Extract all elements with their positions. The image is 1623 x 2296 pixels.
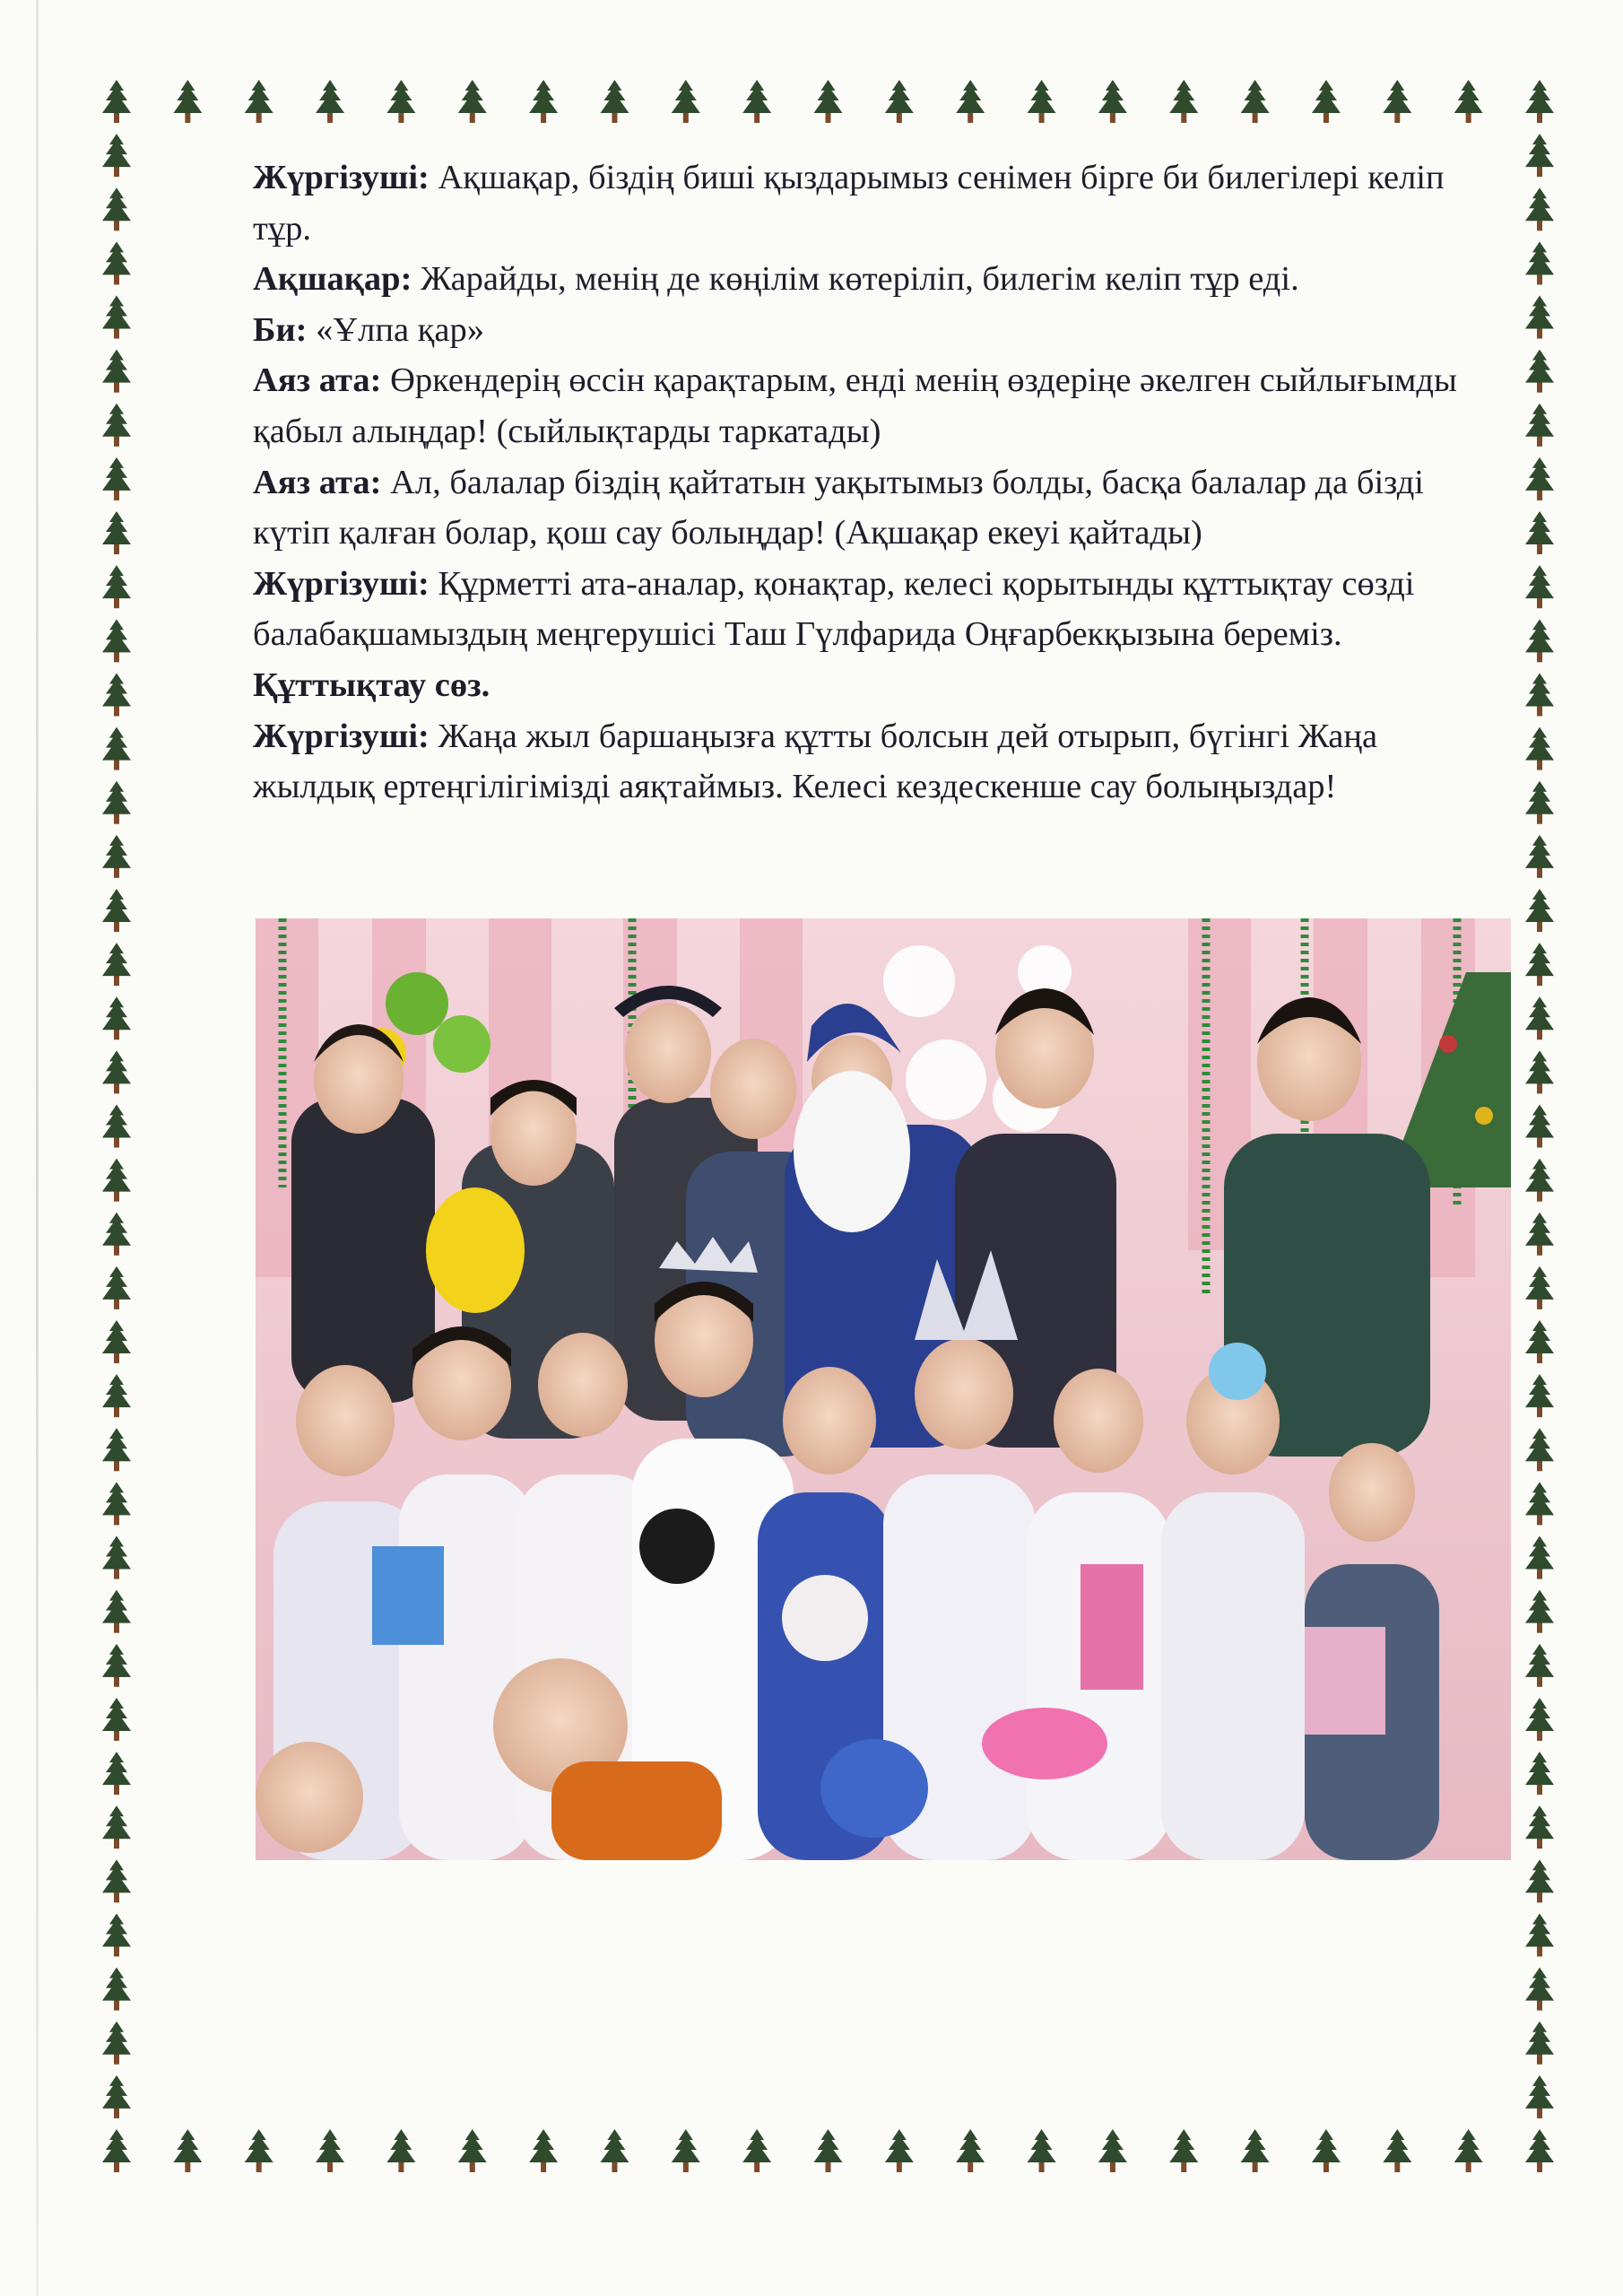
christmas-tree-icon <box>245 80 273 123</box>
christmas-tree-icon <box>600 80 629 123</box>
christmas-tree-icon <box>102 835 131 878</box>
line-text: Өркендерің өссін қарақтарым, енді менің өздеріңе әкелген сыйлығымды қабыл алыңдар! (сыйлықтарды таркатады) <box>253 361 1457 450</box>
speaker-label: Аяз ата: <box>253 463 382 501</box>
christmas-tree-icon <box>102 1536 131 1579</box>
christmas-tree-icon <box>1383 2129 1411 2172</box>
christmas-tree-icon <box>1312 80 1341 123</box>
christmas-tree-icon <box>102 565 131 608</box>
christmas-tree-icon <box>1525 1050 1554 1093</box>
speaker-label: Құттықтау сөз. <box>253 665 490 704</box>
speaker-label: Жүргізуші: <box>253 717 430 755</box>
group-photo-illustration <box>256 918 1511 1860</box>
script-line <box>253 660 1504 711</box>
christmas-tree-icon <box>386 80 415 123</box>
christmas-tree-icon <box>102 404 131 447</box>
christmas-tree-icon <box>245 2129 273 2172</box>
script-line <box>253 355 1504 457</box>
christmas-tree-icon <box>1525 1536 1554 1579</box>
christmas-tree-icon <box>1525 2022 1554 2065</box>
christmas-tree-icon <box>102 2129 131 2172</box>
christmas-tree-icon <box>102 80 131 123</box>
christmas-tree-icon <box>173 80 202 123</box>
christmas-tree-icon <box>1169 80 1198 123</box>
christmas-tree-icon <box>1525 943 1554 986</box>
christmas-tree-icon <box>102 996 131 1039</box>
christmas-tree-icon <box>1028 2129 1056 2172</box>
christmas-tree-icon <box>102 619 131 662</box>
speaker-label: Би: <box>253 310 308 349</box>
christmas-tree-icon <box>1525 1913 1554 1956</box>
christmas-tree-icon <box>102 1968 131 2011</box>
christmas-tree-icon <box>102 187 131 230</box>
christmas-tree-icon <box>672 80 700 123</box>
speaker-label: Аяз ата: <box>253 361 382 400</box>
christmas-tree-icon <box>102 1050 131 1093</box>
christmas-tree-icon <box>102 943 131 986</box>
christmas-tree-icon <box>1525 619 1554 662</box>
christmas-tree-icon <box>1525 1805 1554 1848</box>
christmas-tree-icon <box>742 80 771 123</box>
christmas-tree-icon <box>1525 457 1554 500</box>
christmas-tree-icon <box>529 2129 558 2172</box>
script-line <box>253 305 1504 356</box>
christmas-tree-icon <box>102 2022 131 2065</box>
christmas-tree-icon <box>1525 673 1554 716</box>
christmas-tree-icon <box>102 727 131 770</box>
christmas-tree-icon <box>458 2129 487 2172</box>
christmas-tree-icon <box>814 2129 843 2172</box>
line-text: Жарайды, менің де көңілім көтеріліп, билегім келіп тұр еді. <box>412 260 1299 299</box>
script-line <box>253 559 1504 660</box>
christmas-tree-icon <box>885 2129 914 2172</box>
christmas-tree-icon <box>102 511 131 554</box>
christmas-tree-icon <box>102 889 131 932</box>
script-line <box>253 254 1504 305</box>
christmas-tree-icon <box>1525 1590 1554 1633</box>
christmas-tree-icon <box>1525 1859 1554 1902</box>
christmas-tree-icon <box>1525 511 1554 554</box>
christmas-tree-icon <box>1525 241 1554 284</box>
document-text <box>253 152 1504 813</box>
christmas-tree-icon <box>1525 1105 1554 1148</box>
christmas-tree-icon <box>956 2129 985 2172</box>
christmas-tree-icon <box>102 457 131 500</box>
christmas-tree-icon <box>102 1698 131 1741</box>
christmas-tree-icon <box>885 80 914 123</box>
christmas-tree-icon <box>1525 1698 1554 1741</box>
christmas-tree-icon <box>814 80 843 123</box>
christmas-tree-icon <box>173 2129 202 2172</box>
christmas-tree-icon <box>1525 404 1554 447</box>
christmas-tree-icon <box>102 350 131 393</box>
christmas-tree-icon <box>742 2129 771 2172</box>
christmas-tree-icon <box>529 80 558 123</box>
christmas-tree-icon <box>102 1159 131 1202</box>
christmas-tree-icon <box>102 134 131 177</box>
line-text: Ал, балалар біздің қайтатын уақытымыз болды, басқа балалар да бізді күтіп қалған болар, қош сау болыңдар! (Ақшақар екеуі қайтады) <box>253 463 1424 552</box>
christmas-tree-icon <box>1525 134 1554 177</box>
christmas-tree-icon <box>1454 2129 1483 2172</box>
christmas-tree-icon <box>1525 1374 1554 1417</box>
script-line <box>253 152 1504 254</box>
christmas-tree-icon <box>1525 727 1554 770</box>
christmas-tree-icon <box>1525 350 1554 393</box>
christmas-tree-icon <box>1525 80 1554 123</box>
christmas-tree-icon <box>102 2075 131 2118</box>
christmas-tree-icon <box>1454 80 1483 123</box>
christmas-tree-icon <box>458 80 487 123</box>
christmas-tree-icon <box>1525 1428 1554 1471</box>
christmas-tree-icon <box>102 1213 131 1256</box>
christmas-tree-icon <box>1525 187 1554 230</box>
christmas-tree-icon <box>1525 1213 1554 1256</box>
christmas-tree-icon <box>102 1859 131 1902</box>
christmas-tree-icon <box>102 1266 131 1309</box>
christmas-tree-icon <box>1312 2129 1341 2172</box>
line-text: Ақшақар, біздің биші қыздарымыз сенімен бірге би билегілері келіп тұр. <box>253 159 1445 248</box>
christmas-tree-icon <box>1241 2129 1270 2172</box>
christmas-tree-icon <box>1028 80 1056 123</box>
line-text: Жаңа жыл баршаңызға құтты болсын дей отырып, бүгінгі Жаңа жылдық ертеңгілігімізді аяқтаймыз. Келесі кездескенше сау болыңыздар! <box>253 717 1378 806</box>
christmas-tree-icon <box>102 1374 131 1417</box>
christmas-tree-icon <box>1525 2075 1554 2118</box>
christmas-tree-icon <box>102 1428 131 1471</box>
christmas-tree-icon <box>102 1752 131 1795</box>
christmas-tree-icon <box>1098 80 1127 123</box>
script-line <box>253 711 1504 813</box>
christmas-tree-icon <box>1525 781 1554 824</box>
speaker-label: Жүргізуші: <box>253 564 430 603</box>
christmas-tree-icon <box>1525 835 1554 878</box>
christmas-tree-icon <box>1525 996 1554 1039</box>
christmas-tree-icon <box>102 1644 131 1687</box>
christmas-tree-icon <box>1525 296 1554 339</box>
christmas-tree-icon <box>102 1320 131 1363</box>
christmas-tree-icon <box>316 80 344 123</box>
christmas-tree-icon <box>102 1913 131 1956</box>
christmas-tree-icon <box>316 2129 344 2172</box>
christmas-tree-icon <box>1525 1266 1554 1309</box>
christmas-tree-icon <box>956 80 985 123</box>
christmas-tree-icon <box>102 673 131 716</box>
christmas-tree-icon <box>1525 565 1554 608</box>
christmas-tree-icon <box>102 1805 131 1848</box>
christmas-tree-icon <box>386 2129 415 2172</box>
christmas-tree-icon <box>102 781 131 824</box>
christmas-tree-icon <box>1241 80 1270 123</box>
christmas-tree-icon <box>1169 2129 1198 2172</box>
speaker-label: Ақшақар: <box>253 260 412 299</box>
script-line <box>253 457 1504 559</box>
christmas-tree-icon <box>1525 1644 1554 1687</box>
christmas-tree-icon <box>1525 889 1554 932</box>
group-photo <box>256 918 1511 1860</box>
christmas-tree-icon <box>102 1590 131 1633</box>
christmas-tree-icon <box>1098 2129 1127 2172</box>
christmas-tree-icon <box>672 2129 700 2172</box>
line-text: «Ұлпа қар» <box>307 310 484 349</box>
christmas-tree-icon <box>102 1105 131 1148</box>
christmas-tree-icon <box>600 2129 629 2172</box>
speaker-label: Жүргізуші: <box>253 159 430 196</box>
christmas-tree-icon <box>1525 2129 1554 2172</box>
christmas-tree-icon <box>1525 1320 1554 1363</box>
christmas-tree-icon <box>1383 80 1411 123</box>
christmas-tree-icon <box>102 296 131 339</box>
christmas-tree-icon <box>1525 1752 1554 1795</box>
line-text: Құрметті ата-аналар, қонақтар, келесі қорытынды құттықтау сөзді балабақшамыздың меңгерушісі Таш Гүлфарида Оңғарбекқызына береміз. <box>253 564 1415 654</box>
christmas-tree-icon <box>102 1482 131 1525</box>
christmas-tree-icon <box>1525 1968 1554 2011</box>
christmas-tree-icon <box>1525 1482 1554 1525</box>
christmas-tree-icon <box>102 241 131 284</box>
christmas-tree-icon <box>1525 1159 1554 1202</box>
